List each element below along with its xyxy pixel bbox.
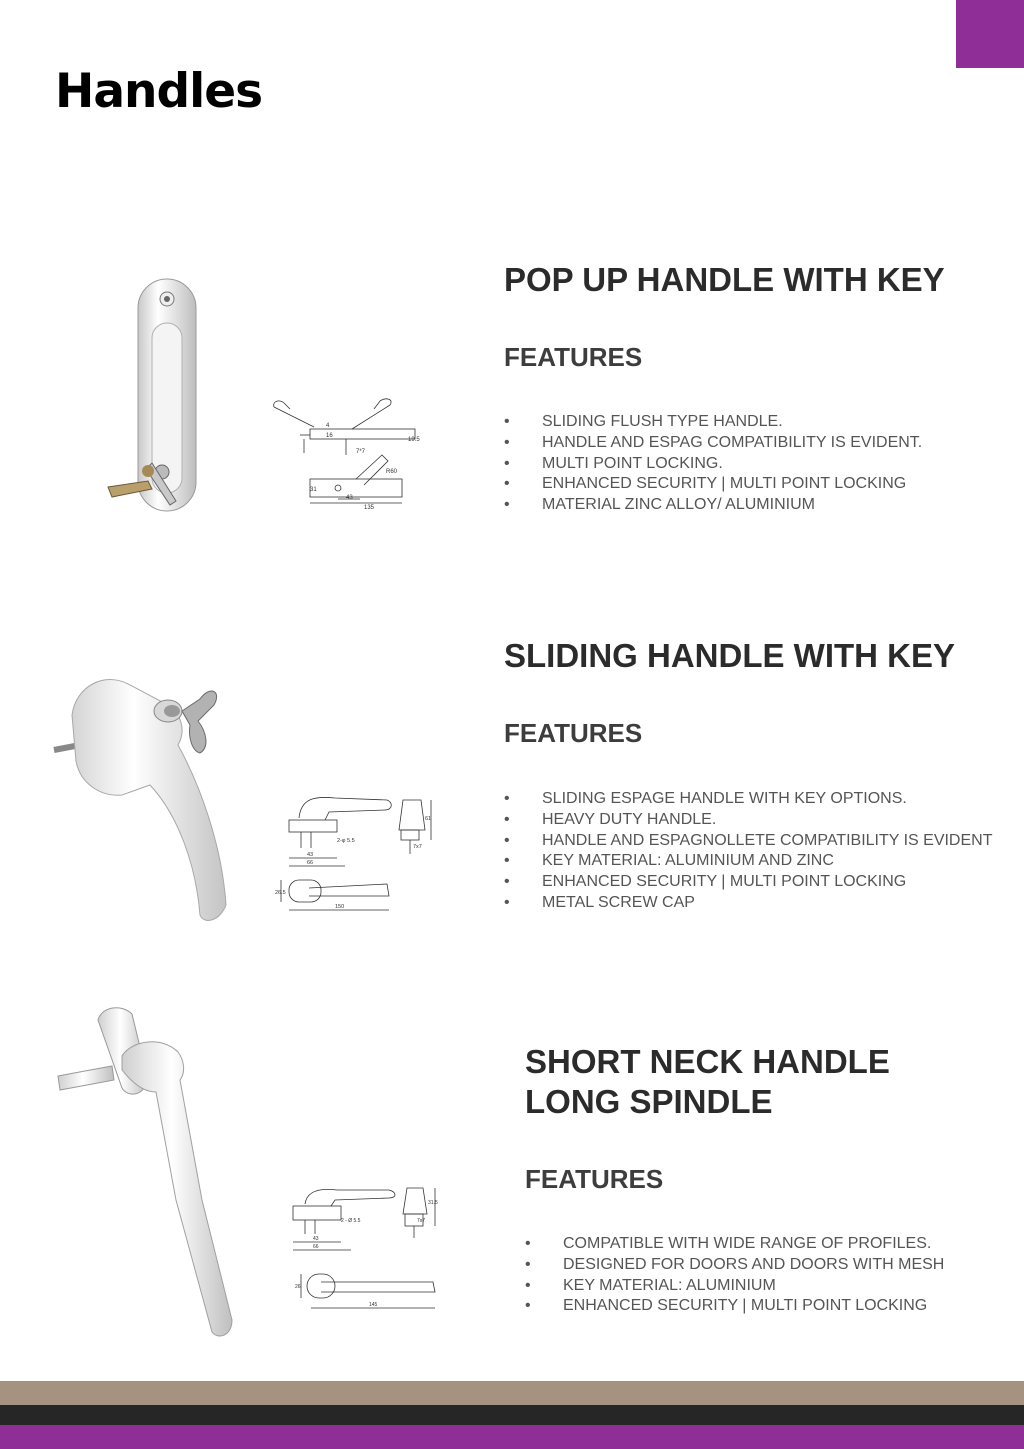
- product-sliding-handle: [504, 636, 1024, 914]
- dim-label: 31: [310, 487, 317, 493]
- features-heading: FEATURES: [504, 718, 643, 748]
- feature-item: • HANDLE AND ESPAGNOLLETE COMPATIBILITY IS EVIDENT: [504, 831, 993, 849]
- feature-item: • SLIDING ESPAGE HANDLE WITH KEY OPTIONS.: [504, 790, 907, 807]
- dim-label: 7x7: [417, 1218, 426, 1224]
- dim-label: R60: [386, 469, 398, 475]
- product-title: [504, 260, 1019, 300]
- product-title-line: SLIDING HANDLE WITH KEY: [504, 637, 955, 674]
- dim-label: 135: [364, 505, 375, 511]
- dim-label: 26: [295, 1284, 301, 1290]
- features-heading: FEATURES: [504, 342, 643, 372]
- feature-item: • KEY MATERIAL: ALUMINIUM AND ZINC: [504, 852, 834, 870]
- features-list: [525, 1234, 945, 1317]
- dim-label: 150: [335, 904, 345, 910]
- feature-item: • KEY MATERIAL: ALUMINIUM: [525, 1276, 776, 1294]
- product-title-line: LONG SPINDLE: [525, 1083, 773, 1120]
- feature-item: • METAL SCREW CAP: [504, 893, 695, 911]
- sliding-handle-drawing: [275, 790, 435, 915]
- dim-label: 19.5: [408, 437, 420, 443]
- footer-band-tan: [0, 1381, 1024, 1405]
- dim-label: 7*7: [356, 449, 366, 455]
- feature-item: • MATERIAL ZINC ALLOY/ ALUMINIUM: [504, 496, 815, 514]
- pop-up-handle-drawing: [270, 395, 420, 513]
- dim-label: 7x7: [413, 844, 422, 850]
- feature-item: • HEAVY DUTY HANDLE.: [504, 810, 717, 828]
- dim-label: 66: [313, 1244, 319, 1250]
- feature-item: • HANDLE AND ESPAG COMPATIBILITY IS EVIDENT.: [504, 433, 923, 451]
- dim-label: 4: [326, 423, 330, 429]
- feature-item: • ENHANCED SECURITY | MULTI POINT LOCKING: [504, 873, 907, 891]
- product-pop-up-handle: [504, 260, 1019, 516]
- dim-label: 31.5: [428, 1200, 438, 1206]
- footer-band-purple: [0, 1425, 1024, 1449]
- product-short-neck-handle: [525, 1042, 975, 1317]
- product-title: [504, 636, 1024, 676]
- short-neck-handle-drawing: [285, 1182, 445, 1314]
- product-title: [525, 1042, 975, 1122]
- feature-item: • ENHANCED SECURITY | MULTI POINT LOCKING: [504, 475, 907, 493]
- dim-label: 43: [346, 495, 353, 501]
- dim-label: 2-φ 5.5: [337, 838, 355, 844]
- dim-label: 145: [369, 1302, 378, 1308]
- feature-item: • COMPATIBLE WITH WIDE RANGE OF PROFILES.: [525, 1235, 932, 1252]
- features-list: [504, 412, 1019, 516]
- footer-band-dark: [0, 1405, 1024, 1425]
- page-title: Handles: [55, 64, 263, 119]
- feature-item: • MULTI POINT LOCKING.: [504, 454, 723, 472]
- corner-accent-tab: [956, 0, 1024, 68]
- dim-label: 16: [326, 433, 333, 439]
- dim-label: 2 - Ø 5.5: [341, 1218, 361, 1224]
- dim-label: 26.5: [275, 890, 286, 896]
- features-list: [504, 789, 1024, 914]
- feature-item: • DESIGNED FOR DOORS AND DOORS WITH MESH: [525, 1255, 945, 1273]
- feature-item: • SLIDING FLUSH TYPE HANDLE.: [504, 413, 783, 430]
- sliding-handle-photo: [50, 665, 250, 927]
- dim-label: 43: [313, 1236, 319, 1242]
- dim-label: 61: [425, 816, 432, 822]
- feature-item: • ENHANCED SECURITY | MULTI POINT LOCKING: [525, 1297, 928, 1315]
- features-heading: FEATURES: [525, 1164, 664, 1194]
- product-title-line: POP UP HANDLE WITH KEY: [504, 261, 945, 298]
- pop-up-handle-photo: [100, 275, 210, 515]
- product-title-line: SHORT NECK HANDLE: [525, 1043, 890, 1080]
- short-neck-handle-photo: [52, 1000, 252, 1345]
- dim-label: 43: [307, 852, 314, 858]
- dim-label: 66: [307, 860, 314, 866]
